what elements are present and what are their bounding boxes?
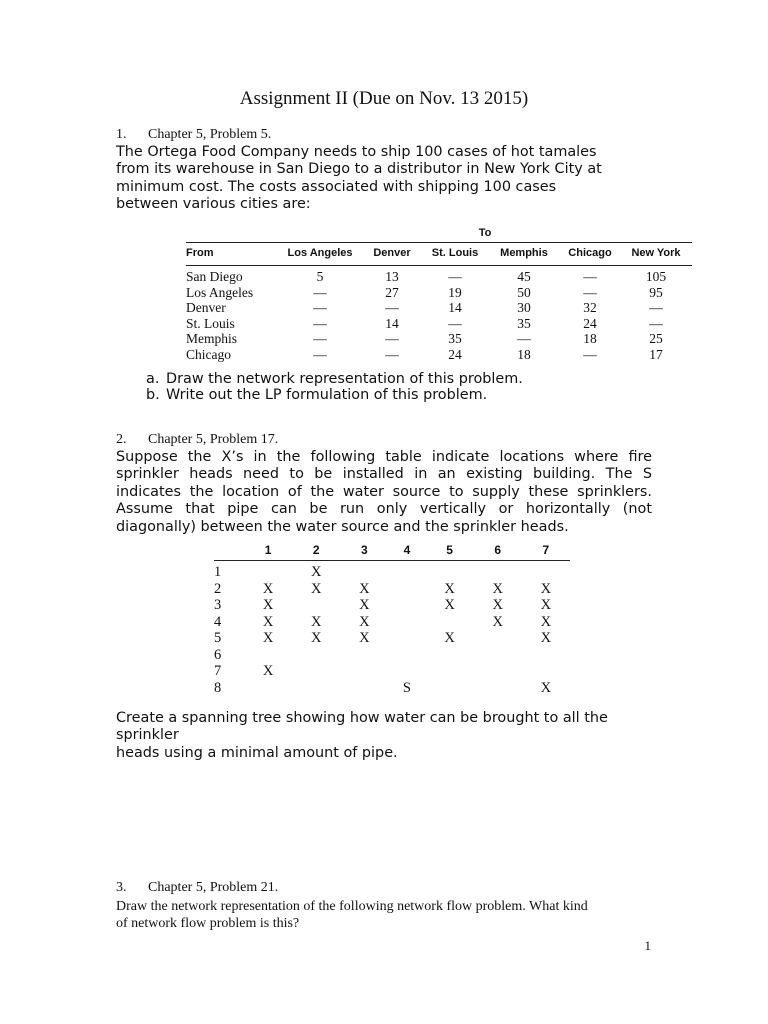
column-header: 3 xyxy=(340,540,388,561)
problem-2-line: sprinkler heads need to be installed in an existing building. The S xyxy=(116,466,652,483)
table-row: San Diego 5 13 — 45 — 105 xyxy=(186,269,667,284)
table-row: Memphis — — 35 — 18 25 xyxy=(186,331,663,347)
problem-1-line: from its warehouse in San Diego to a distributor in New York City at xyxy=(116,161,602,178)
column-header: 2 xyxy=(292,540,340,561)
column-header: Chicago xyxy=(560,243,620,266)
problem-2-description xyxy=(116,449,652,536)
problem-1-description xyxy=(116,144,656,214)
problem-1-line: minimum cost. The costs associated with shipping 100 cases xyxy=(116,178,557,195)
table-row: 6 xyxy=(214,646,222,663)
column-header: St. Louis xyxy=(422,243,488,266)
from-label: From xyxy=(186,243,278,266)
problem-2-instructions xyxy=(116,710,676,762)
task-a: a. Draw the network representation of this problem. xyxy=(146,371,523,387)
problem-3-line: of network flow problem is this? xyxy=(116,916,300,931)
problem-2-title: Chapter 5, Problem 17. xyxy=(148,432,279,447)
table-row: 5 X X X X X xyxy=(214,630,552,646)
problem-1-title: Chapter 5, Problem 5. xyxy=(148,127,272,142)
column-header: 1 xyxy=(244,540,292,561)
problem-2-line: Assume that pipe can be run only vertically or horizontally (not xyxy=(116,501,652,518)
problem-2-line: diagonally) between the water source and the sprinkler heads. xyxy=(116,518,569,535)
page-number: 1 xyxy=(644,938,651,953)
table-row: 8 S X xyxy=(214,679,552,696)
to-label: To xyxy=(478,227,492,240)
problem-2-after-line: Create a spanning tree showing how water can be brought to all the xyxy=(116,710,608,726)
column-header: New York xyxy=(620,243,692,266)
sprinkler-grid-table xyxy=(214,540,570,696)
problem-2-number: 2. xyxy=(116,432,127,447)
table-row: 3 X X X X X xyxy=(214,597,552,613)
problem-3-title: Chapter 5, Problem 21. xyxy=(148,880,279,895)
column-header: 4 xyxy=(388,540,425,561)
problem-1-number: 1. xyxy=(116,127,127,142)
column-header: Los Angeles xyxy=(278,243,362,266)
problem-1-heading xyxy=(116,127,271,143)
problem-2-after-line: sprinkler xyxy=(116,727,179,744)
column-header: 5 xyxy=(426,540,474,561)
problem-3-description xyxy=(116,898,676,932)
problem-3-line: Draw the network representation of the following network flow problem. What kind xyxy=(116,899,588,914)
page-title: Assignment II (Due on Nov. 13 2015) xyxy=(239,88,529,109)
table-row: 7 X xyxy=(214,663,274,679)
column-header: Denver xyxy=(362,243,422,266)
water-source-cell: S xyxy=(402,679,411,696)
table-row: 2 X X X X X X xyxy=(214,580,552,597)
table-row: St. Louis — 14 — 35 24 — xyxy=(186,315,663,331)
problem-1-line: The Ortega Food Company needs to ship 100 cases of hot tamales xyxy=(116,144,597,160)
problem-1-line: between various cities are: xyxy=(116,196,311,213)
task-b: b. Write out the LP formulation of this problem. xyxy=(146,387,488,403)
table-row: Denver — — 14 30 32 — xyxy=(186,300,663,316)
table-row: Chicago — — 24 18 — 17 xyxy=(186,346,663,362)
problem-2-heading xyxy=(116,432,278,448)
problem-2-after-line: heads using a minimal amount of pipe. xyxy=(116,744,398,761)
table-row: 4 X X X X X xyxy=(214,613,552,630)
problem-3-heading xyxy=(116,880,278,896)
problem-3-number: 3. xyxy=(116,880,127,895)
table-row: 1 X xyxy=(214,564,322,580)
shipping-cost-table xyxy=(186,226,692,363)
column-header: 7 xyxy=(522,540,570,561)
problem-2-line: Suppose the X’s in the following table indicate locations where fire xyxy=(116,449,652,465)
table-row: Los Angeles — 27 19 50 — 95 xyxy=(186,284,663,300)
problem-2-line: indicates the location of the water source to supply these sprinklers. xyxy=(116,483,652,500)
column-header: 6 xyxy=(474,540,522,561)
column-header: Memphis xyxy=(488,243,560,266)
